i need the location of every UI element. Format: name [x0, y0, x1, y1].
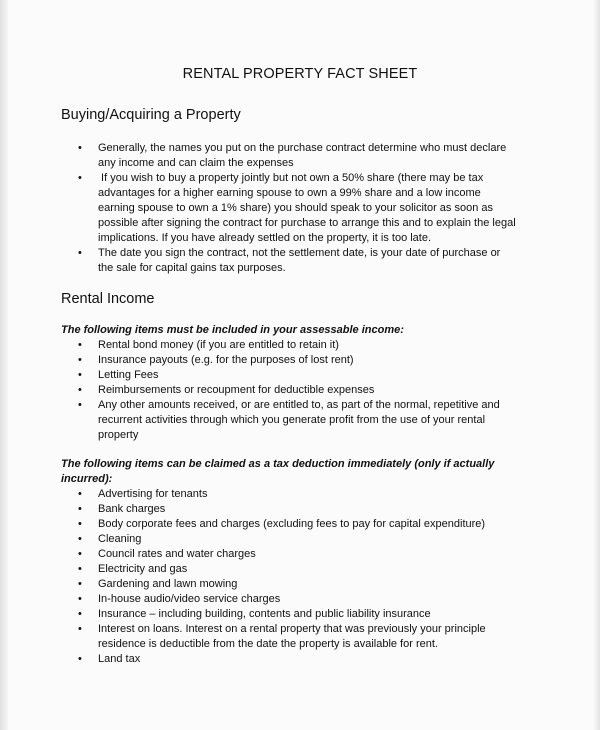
list-item: • Body corporate fees and charges (excluding fees to pay for capital expenditure) [0, 517, 518, 532]
list-item: • Reimbursements or recoupment for deductible expenses [0, 383, 518, 398]
list-item: • Land tax [0, 652, 518, 667]
list-item: • Any other amounts received, or are entitled to, as part of the normal, repetitive and recurrent activities through which you generate profit from the use of your rental property [0, 398, 518, 443]
tax-deduction-list [0, 487, 518, 667]
list-item: • Rental bond money (if you are entitled to retain it) [0, 338, 518, 353]
list-item: • Bank charges [0, 502, 518, 517]
list-item: • Generally, the names you put on the purchase contract determine who must declare any income and can claim the expenses [0, 141, 518, 171]
list-item: • The date you sign the contract, not the settlement date, is your date of purchase or the sale for capital gains tax purposes. [0, 246, 518, 276]
list-item: • Council rates and water charges [0, 547, 518, 562]
section-heading-rental-income: Rental Income [61, 291, 155, 307]
tax-deduction-lead: The following items can be claimed as a tax deduction immediately (only if actually incurred): [61, 458, 495, 485]
list-item: • Gardening and lawn mowing [0, 577, 518, 592]
page-right-edge [594, 0, 600, 730]
list-item: • Interest on loans. Interest on a rental property that was previously your principle residence is deductible from the date the property is available for rent. [0, 622, 518, 652]
list-item: • Advertising for tenants [0, 487, 518, 502]
section-heading-buying: Buying/Acquiring a Property [61, 107, 241, 123]
list-item: • Letting Fees [0, 368, 518, 383]
list-item: • Electricity and gas [0, 562, 518, 577]
assessable-income-list [0, 338, 518, 443]
document-title: RENTAL PROPERTY FACT SHEET [182, 66, 418, 82]
list-item: • If you wish to buy a property jointly but not own a 50% share (there may be tax advantages for a higher earning spouse to own a 99% share and a low income earning spouse to own a 1% share) you should speak to your solicitor as soon as possible after signing the contract for purchase to arrange this and to explain the legal implications. If you have already settled on the property, it is too late. [0, 171, 518, 246]
list-item: • Cleaning [0, 532, 518, 547]
list-item: • In-house audio/video service charges [0, 592, 518, 607]
list-item: • Insurance – including building, contents and public liability insurance [0, 607, 518, 622]
list-item: • Insurance payouts (e.g. for the purposes of lost rent) [0, 353, 518, 368]
assessable-income-lead: The following items must be included in your assessable income: [61, 324, 404, 336]
buying-bullet-list [0, 141, 518, 276]
